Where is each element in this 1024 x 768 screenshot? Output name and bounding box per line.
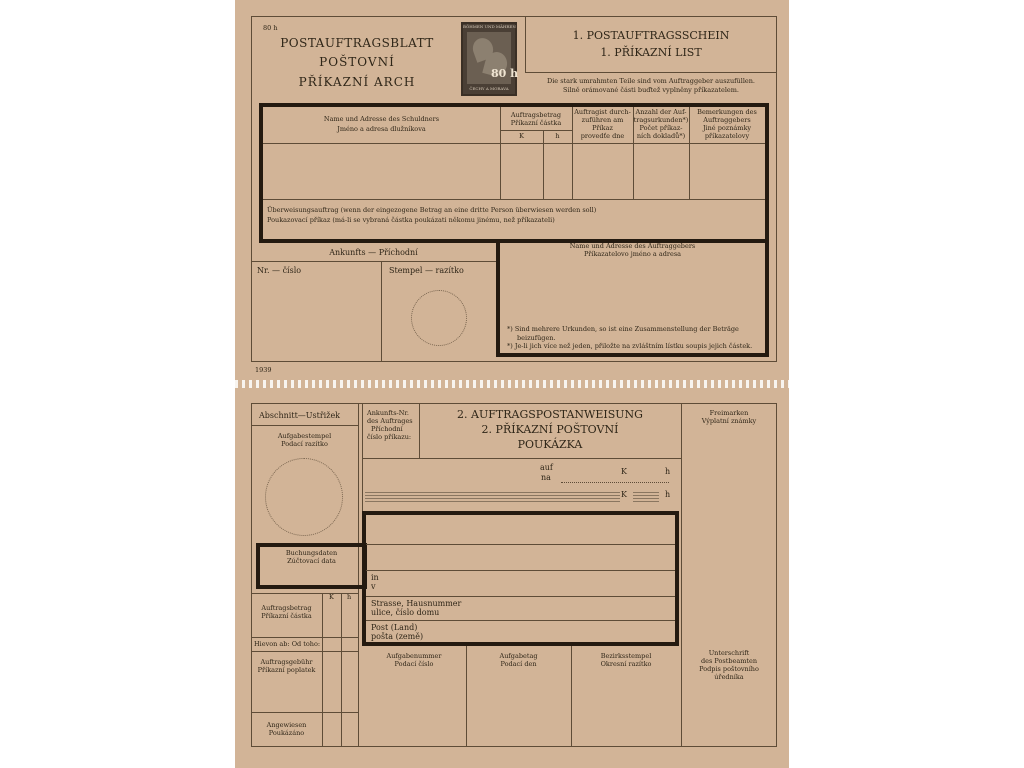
col-amount-czech: Příkazní částka: [510, 119, 562, 127]
signature-2: des Postbeamten: [700, 657, 758, 665]
stub-rule: [251, 425, 358, 426]
form-title-german: POSTAUFTRAGSBLATT: [280, 36, 434, 50]
stub-fee-german: Auftragsgebühr: [260, 658, 313, 666]
instruction-czech: Silně orámované části buďtež vyplněny příkazatelem.: [562, 86, 739, 94]
signature-1: Unterschrift: [708, 649, 750, 657]
address-street-german: Strasse, Hausnummer: [371, 599, 462, 608]
col-due-1: Auftragist durch-: [574, 108, 631, 116]
amount-h-2: h: [665, 490, 671, 499]
arrival-number-label: Nr. — číslo: [257, 266, 302, 275]
transfer-order-czech: Poukazovací příkaz (má-li se vybraná částka poukázati někomu jinému, než příkazateli): [267, 216, 555, 224]
stub-postmark-german: Aufgabestempel: [277, 432, 332, 440]
form-title-czech-1: POŠTOVNÍ: [319, 55, 395, 69]
order-arrival-4: číslo příkazu:: [367, 433, 412, 441]
stamp-bottom-text: ČECHY A MORAVA: [469, 86, 509, 91]
part2-title-german: 2. AUFTRAGSPOSTANWEISUNG: [457, 408, 643, 421]
title-bottom-rule: [362, 458, 681, 459]
amount-k-1: K: [621, 467, 627, 476]
perforation-line: [235, 380, 789, 388]
address-in: in: [371, 573, 379, 582]
header-divider: [525, 16, 526, 72]
address-rule-4: [366, 620, 675, 621]
stub-remitted-german: Angewiesen: [266, 721, 307, 729]
arrival-label: Ankunfts — Příchodní: [329, 248, 418, 257]
header-rule: [525, 72, 777, 73]
part1-heading-german: 1. POSTAUFTRAGSSCHEIN: [572, 29, 730, 42]
amount-line-1: [561, 482, 669, 483]
order-table-body-rule: [263, 199, 765, 200]
signature-4: úředníka: [714, 673, 744, 681]
arrival-rule: [251, 261, 496, 262]
printed-postage-stamp: [461, 22, 517, 96]
posting-number-czech: Podací číslo: [394, 660, 434, 668]
order-arrival-1: Ankunfts-Nr.: [367, 409, 409, 417]
col-debtor-german: Name und Adresse des Schuldners: [323, 115, 440, 123]
address-rule-3: [366, 596, 675, 597]
transfer-order-german: Überweisungsauftrag (wenn der eingezogene Betrag an eine dritte Person überwiesen werden soll): [267, 206, 597, 214]
stamps-czech: Výplatní známky: [701, 417, 757, 425]
booking-data-german: Buchungsdaten: [285, 549, 338, 557]
stub-k: K: [329, 593, 334, 601]
stub-amount-czech: Příkazní částka: [261, 612, 312, 620]
stub-k-divider: [322, 593, 323, 747]
col-remarks-2: Auftraggebers: [703, 116, 751, 124]
stub-postmark-circle: [265, 458, 343, 536]
arrival-stamp-label: Stempel — razítko: [389, 266, 464, 275]
col-remarks-4: příkazatelovy: [704, 132, 750, 140]
footnote-german-1: *) Sind mehrere Urkunden, so ist eine Zusammenstellung der Beträge: [507, 325, 739, 333]
stamp-top-text: BÖHMEN UND MÄHREN: [463, 24, 516, 29]
part1-heading-czech: 1. PŘÍKAZNÍ LIST: [600, 46, 702, 59]
order-arrival-2: des Auftrages: [367, 417, 413, 425]
stub-collected-rule: [251, 637, 358, 638]
col-k: K: [519, 132, 524, 140]
address-post-czech: pošta (země): [371, 632, 424, 641]
col-due-4: provedťe dne: [580, 132, 625, 140]
address-rule-1: [366, 544, 675, 545]
col-h: h: [555, 132, 560, 140]
year-label: 1939: [255, 366, 272, 374]
amount-subheader-rule: [500, 130, 572, 131]
form-title-czech-2: PŘÍKAZNÍ ARCH: [298, 75, 416, 89]
col-docs-3: Počet příkaz-: [639, 124, 683, 132]
amount-h-1: h: [665, 467, 671, 476]
address-v: v: [371, 582, 376, 591]
stub-fee-rule: [251, 651, 358, 652]
col-docs-4: ních dokladů*): [636, 132, 686, 140]
price-label: 80 h: [263, 24, 278, 32]
col-debtor-czech: Jméno a adresa dlužníkova: [337, 125, 426, 133]
instruction-german: Die stark umrahmten Teile sind vom Auftraggeber auszufüllen.: [546, 77, 755, 85]
stub-amount-german: Auftragsbetrag: [261, 604, 312, 612]
col-docs-1: Anzahl der Auf-: [635, 108, 687, 116]
district-stamp-german: Bezirksstempel: [600, 652, 652, 660]
stub-h: h: [347, 593, 352, 601]
amount-k-2: K: [621, 490, 627, 499]
amount-hatched-h: [633, 490, 659, 502]
district-stamp-czech: Okresní razítko: [600, 660, 652, 668]
posting-day-czech: Podací den: [500, 660, 537, 668]
amount-auf: auf: [540, 463, 553, 472]
posting-number-german: Aufgabenummer: [386, 652, 442, 660]
footnote-czech: *) Je-li jich více než jeden, přiložte na zvláštním lístku soupis jejich částek.: [507, 342, 753, 350]
address-rule-2: [366, 570, 675, 571]
col-due-2: zuführen am: [581, 116, 624, 124]
arrival-stamp-circle: [411, 290, 467, 346]
stub-label: Abschnitt—Ustřižek: [259, 411, 341, 420]
stub-h-divider: [341, 593, 342, 747]
postal-form-sheet: [235, 0, 789, 768]
order-arrival-3: Příchodní: [371, 425, 403, 433]
address-street-czech: ulice, číslo domu: [371, 608, 440, 617]
bottom-divider-3: [681, 513, 682, 747]
stub-remitted-rule: [251, 712, 358, 713]
arrival-divider: [381, 261, 382, 362]
col-due-3: Příkaz: [592, 124, 613, 132]
client-address-czech: Příkazatelovo jméno a adresa: [583, 250, 682, 258]
client-address-german: Name und Adresse des Auftraggebers: [569, 242, 696, 250]
stub-collected-label: Hievon ab: Od toho:: [254, 640, 321, 648]
signature-3: Podpis poštovního: [699, 665, 759, 673]
footnote-german-2: beizufügen.: [517, 334, 556, 342]
part2-title-czech-2: POUKÁZKA: [517, 438, 583, 451]
booking-data-czech: Zúčtovací data: [287, 557, 336, 565]
amount-hatched-field: [365, 490, 620, 502]
part2-title-czech-1: 2. PŘÍKAZNÍ POŠTOVNÍ: [481, 423, 619, 436]
stamps-german: Freimarken: [709, 409, 749, 417]
col-remarks-3: Jiné poznámky: [702, 124, 752, 132]
stub-remitted-czech: Poukázáno: [268, 729, 305, 737]
col-docs-2: tragsurkunden*): [633, 116, 689, 124]
stub-postmark-czech: Podací razítko: [281, 440, 328, 448]
amount-na: na: [541, 473, 551, 482]
stub-fee-czech: Příkazní poplatek: [257, 666, 316, 674]
address-post-german: Post (Land): [371, 623, 418, 632]
col-amount-german: Auftragsbetrag: [510, 111, 562, 119]
col-remarks-1: Bemerkungen des: [697, 108, 757, 116]
posting-day-german: Aufgabetag: [499, 652, 538, 660]
stamp-value: 80 h: [491, 67, 519, 80]
